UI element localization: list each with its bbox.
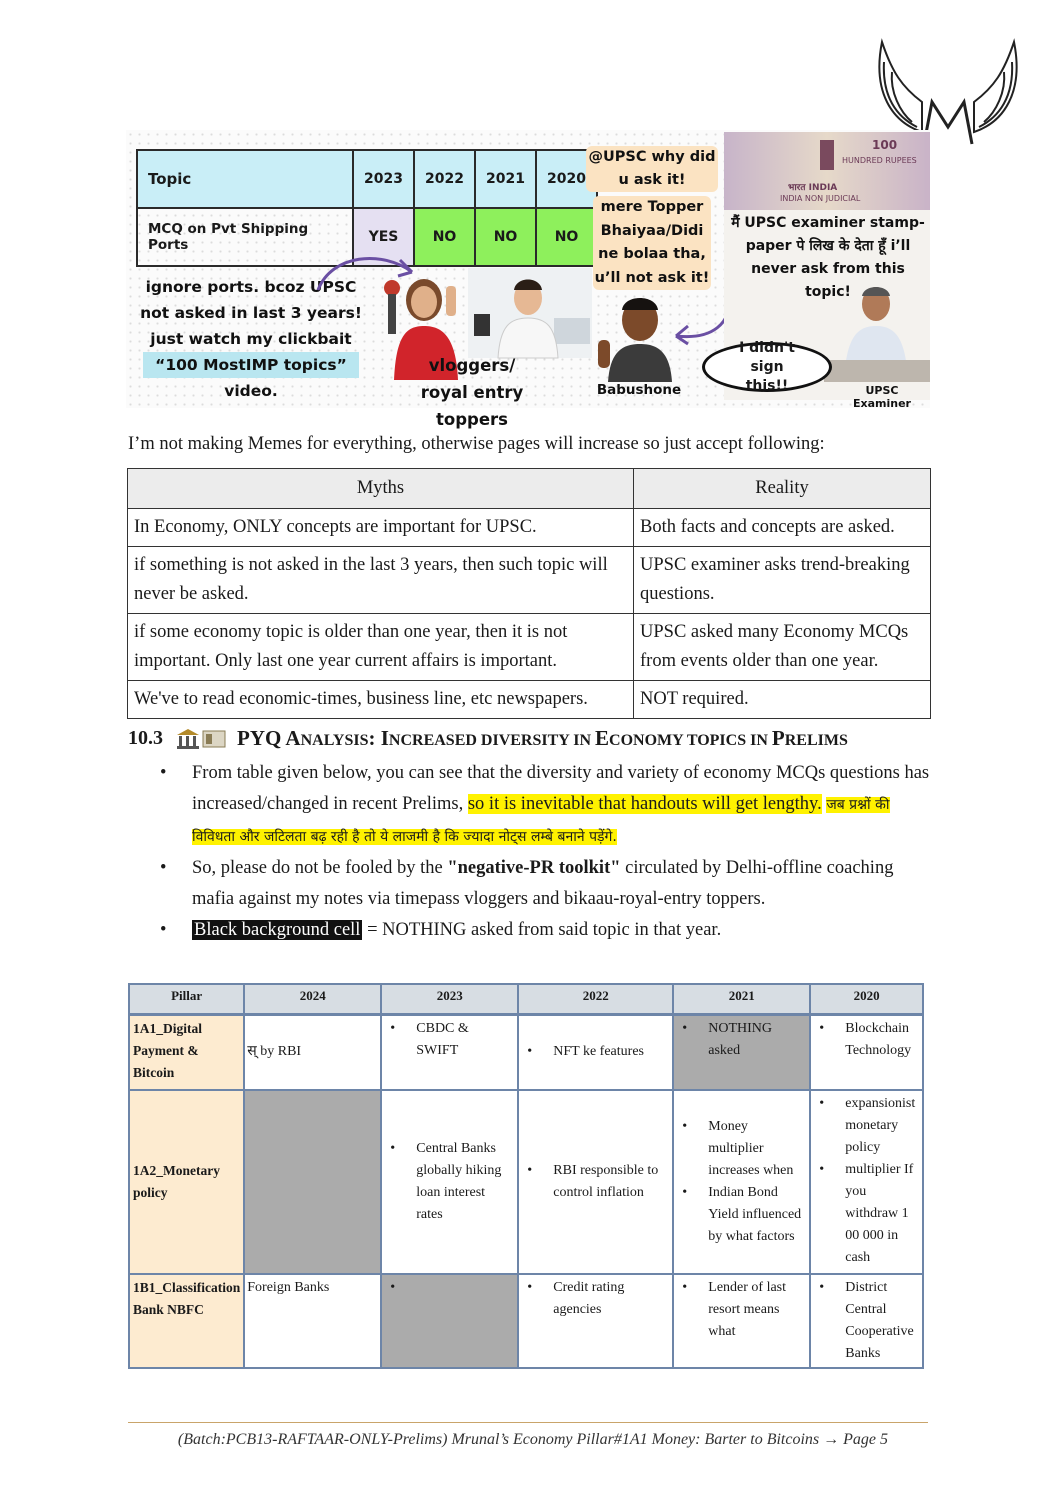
table-row [128,614,931,681]
r2-2021-text-a: Money multiplier increases when [708,1119,794,1178]
bullet-3-text: = NOTHING asked from said topic in that year. [362,920,722,940]
stamp-non-judicial: INDIA NON JUDICIAL [780,194,861,203]
heading-part-5: E [595,726,610,750]
section-number: 10.3 [128,727,163,749]
r1-2020: • Blockchain Technology [810,1014,923,1090]
r2-2023: • Central Banks globally hiking loan interest rates [381,1090,518,1274]
pillar-1a1: 1A1_Digital Payment & Bitcoin [129,1014,244,1090]
bullet-1-text: From table given below, you can see that the diversity and variety of economy MCQs questions has increased/changed in recent Prelims, [192,763,930,814]
r1-2021: • NOTHING asked [673,1014,810,1090]
r3-2020-text: District Central Cooperative Banks [845,1280,914,1361]
r1-2022: • NFT ke features [518,1014,673,1090]
heading-part-6: CONOMY TOPICS IN [609,732,772,749]
bank-building-icon [175,727,227,751]
r1-2024: स् by RBI [244,1014,381,1090]
r1-2020-text: Blockchain Technology [845,1020,912,1058]
vlogger-speech-line-1: ignore ports. bcoz UPSC not asked in last 3 years! [140,278,362,322]
vloggers-caption [382,352,562,433]
pillar-1b1: 1B1_Classification Bank NBFC [129,1274,244,1368]
myth-cell: In Economy, ONLY concepts are important for UPSC. [128,509,634,547]
meme-header-2023: 2023 [353,150,414,208]
r3-2021: • Lender of last resort means what [673,1274,810,1368]
meme-row-2023: YES [353,208,414,266]
examiner-reply-bubble: I didn't sign this!! [702,342,832,392]
r2-2021: • Money multiplier increases when • Indian Bond Yield influenced by what factors [673,1090,810,1274]
vloggers-caption-line-2: royal entry toppers [420,383,524,429]
bullet-1-hindi: जब प्रश्नों की विविधता और जटिलता बढ़ रही है तो ये लाजमी है कि ज्यादा नोट्स लम्बे बनाने पड़ेंगे. [192,797,890,845]
section-heading [128,726,848,751]
meme-header-2021: 2021 [475,150,536,208]
stamp-value: 100 [872,138,898,152]
header-2023: 2023 [381,984,518,1014]
r1-2021-text: NOTHING asked [708,1020,773,1058]
r2-2021-text-b: Indian Bond Yield influenced by what factors [708,1185,802,1244]
list-item [160,853,930,915]
r3-2022: • Credit rating agencies [518,1274,673,1368]
table-row [128,681,931,719]
r1-2023-text: CBDC & SWIFT [416,1020,469,1058]
intro-text: I’m not making Memes for everything, otherwise pages will increase so just accept following: [128,434,825,454]
page-footer: (Batch:PCB13-RAFTAAR-ONLY-Prelims) Mrunal’s Economy Pillar#1A1 Money: Barter to Bitcoins → Page 5 [177,1431,888,1448]
r2-2020: • expansionist monetary policy • multiplier If you withdraw 1 00 000 in cash [810,1090,923,1274]
ashoka-emblem-icon [816,136,838,176]
heading-part-7: P [771,726,785,750]
reality-cell: Both facts and concepts are asked. [634,509,931,547]
meme-header-topic: Topic [137,150,353,208]
bullet-2-text-1: So, please do not be fooled by the [192,858,448,878]
myth-cell: We've to read economic-times, business line, etc newspapers. [128,681,634,719]
bullet-list [160,758,930,946]
meme-panel [126,130,930,429]
babushone-caption: Babushone [596,382,682,398]
reality-cell: UPSC examiner asks trend-breaking questions. [634,547,931,614]
heading-part-8: RELIMS [784,732,848,749]
examiner-speech: मैं UPSC examiner stamp-paper पे लिख के देता हूँ i’ll never ask from this topic! [731,215,925,300]
reality-cell: NOT required. [634,681,931,719]
bullet-2-text-2: circulated by Delhi-offline coaching mafia against my notes via timepass vloggers and bikaau-royal-entry toppers. [192,858,894,909]
pillar-1a2: 1A2_Monetary policy [129,1090,244,1274]
myths-reality-table [127,468,931,719]
list-item [160,758,930,853]
bullet-1-highlight: so it is inevitable that handouts will get lengthy. [467,794,822,814]
vlogger-man-photo [468,268,592,358]
examiner-caption: UPSC Examiner [853,384,911,410]
table-row [129,1014,923,1090]
vlogger-speech-line-3: “100 MostIMP topics” [143,352,359,378]
r3-2024: Foreign Banks [244,1274,381,1368]
examiner-man-photo [824,282,930,382]
r3-2022-text: Credit rating agencies [553,1280,625,1317]
heading-part-1: PYQ A [237,726,301,750]
stamp-india: भारत INDIA [788,183,838,193]
r1-2022-text: NFT ke features [553,1044,644,1060]
vloggers-caption-line-1: vloggers/ [428,356,516,375]
meme-row-2022: NO [414,208,475,266]
r3-2021-text: Lender of last resort means what [708,1280,787,1339]
pillar-header: Pillar [129,984,244,1014]
footer-divider [128,1422,928,1423]
header-2024: 2024 [244,984,381,1014]
babushone-topper-bubble: mere Topper Bhaiyaa/Didi ne bolaa tha, u’ll not ask it! [593,196,711,290]
stamp-paper-band [724,132,930,210]
heading-part-4: NCREASED DIVERSITY IN [388,732,596,749]
r3-2023: • [381,1274,518,1368]
header-2020: 2020 [810,984,923,1014]
reality-header: Reality [634,469,931,509]
stamp-paper-photo [724,132,930,410]
table-row [129,1090,923,1274]
r1-2023: • CBDC & SWIFT [381,1014,518,1090]
myths-header: Myths [128,469,634,509]
header-2021: 2021 [673,984,810,1014]
table-row [129,1274,923,1368]
myth-cell: if something is not asked in the last 3 years, then such topic will never be asked. [128,547,634,614]
list-item [160,915,930,946]
meme-header-2022: 2022 [414,150,475,208]
r2-2023-text: Central Banks globally hiking loan interest rates [416,1141,502,1222]
myth-cell: if some economy topic is older than one year, then it is not important. Only last one year current affairs is important. [128,614,634,681]
meme-row-2021: NO [475,208,536,266]
bullet-3-black-cell: Black background cell [194,920,361,940]
header-2022: 2022 [518,984,673,1014]
vlogger-speech-line-2: just watch my clickbait [150,330,352,348]
r2-2022: • RBI responsible to control inflation [518,1090,673,1274]
r2-2022-text: RBI responsible to control inflation [553,1163,659,1200]
r2-2020-text-a: expansionist monetary policy [845,1096,916,1155]
r3-2020: • District Central Cooperative Banks [810,1274,923,1368]
meme-row-topic: MCQ on Pvt Shipping Ports [137,208,353,266]
reality-cell: UPSC asked many Economy MCQs from events older than one year. [634,614,931,681]
meme-row-2020: NO [536,208,597,266]
r2-2024 [244,1090,381,1274]
heading-part-3: : I [368,726,389,750]
stamp-hundred: HUNDRED RUPEES [842,156,917,165]
meme-header-2020: 2020 [536,150,597,208]
heading-part-2: NALYSIS [300,732,369,749]
table-row [128,547,931,614]
r2-2020-text-b: multiplier If you withdraw 1 00 000 in cash [845,1162,914,1265]
table-row [128,509,931,547]
vlogger-speech-line-4: video. [224,382,278,400]
babushone-question-bubble: @UPSC why did u ask it! [586,146,718,192]
pillar-pyq-table [128,983,924,1369]
bullet-2-bold: "negative-PR toolkit" [447,858,621,878]
